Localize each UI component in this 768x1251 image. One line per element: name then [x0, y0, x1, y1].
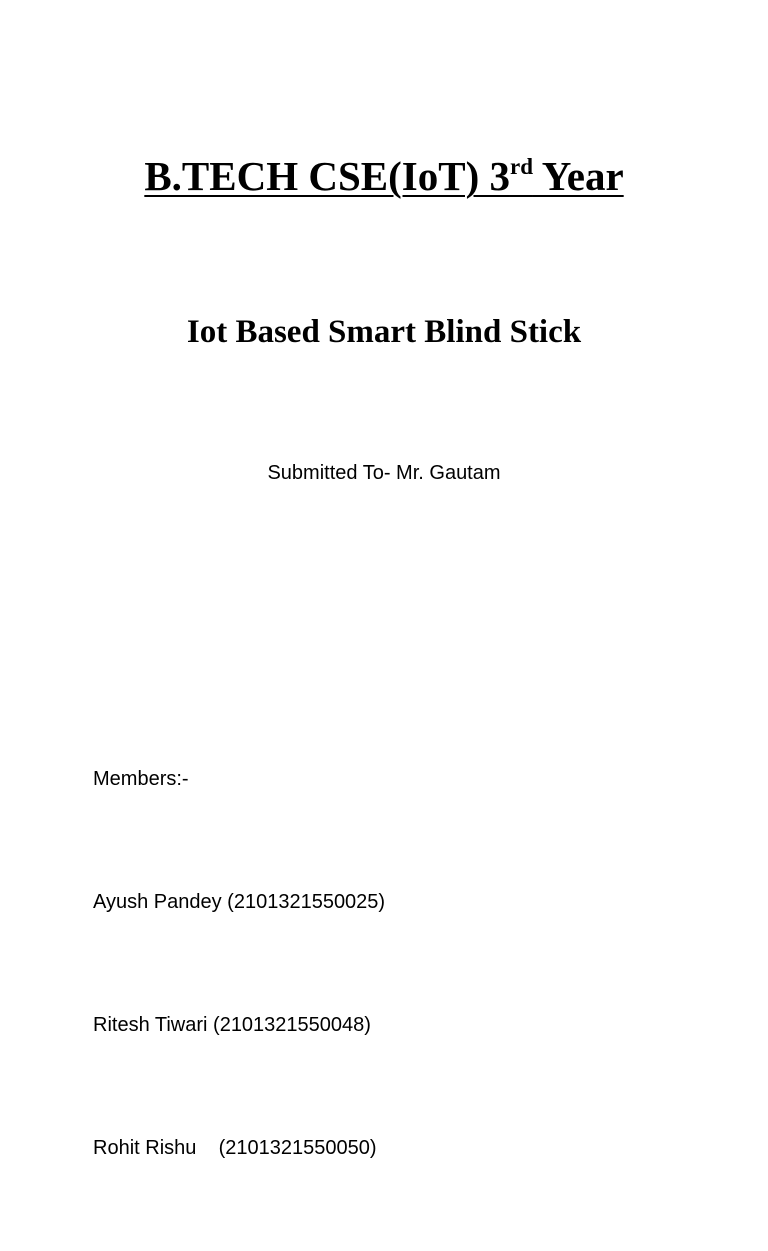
members-label: Members:-: [93, 768, 189, 790]
members-section: [93, 677, 385, 1251]
member-item: Rohit Rishu (2101321550050): [93, 1137, 377, 1159]
course-heading-text: B.TECH CSE(IoT) 3: [144, 153, 510, 199]
course-heading-superscript: rd: [509, 154, 533, 179]
course-heading-tail: Year: [532, 153, 624, 199]
member-item: Ayush Pandey (2101321550025): [93, 891, 386, 913]
submitted-to: Submitted To- Mr. Gautam: [267, 462, 501, 484]
project-title: Iot Based Smart Blind Stick: [186, 314, 582, 350]
course-heading-underlined: [144, 153, 623, 199]
member-item: Ritesh Tiwari (2101321550048): [93, 1014, 371, 1036]
course-heading: [0, 148, 768, 204]
